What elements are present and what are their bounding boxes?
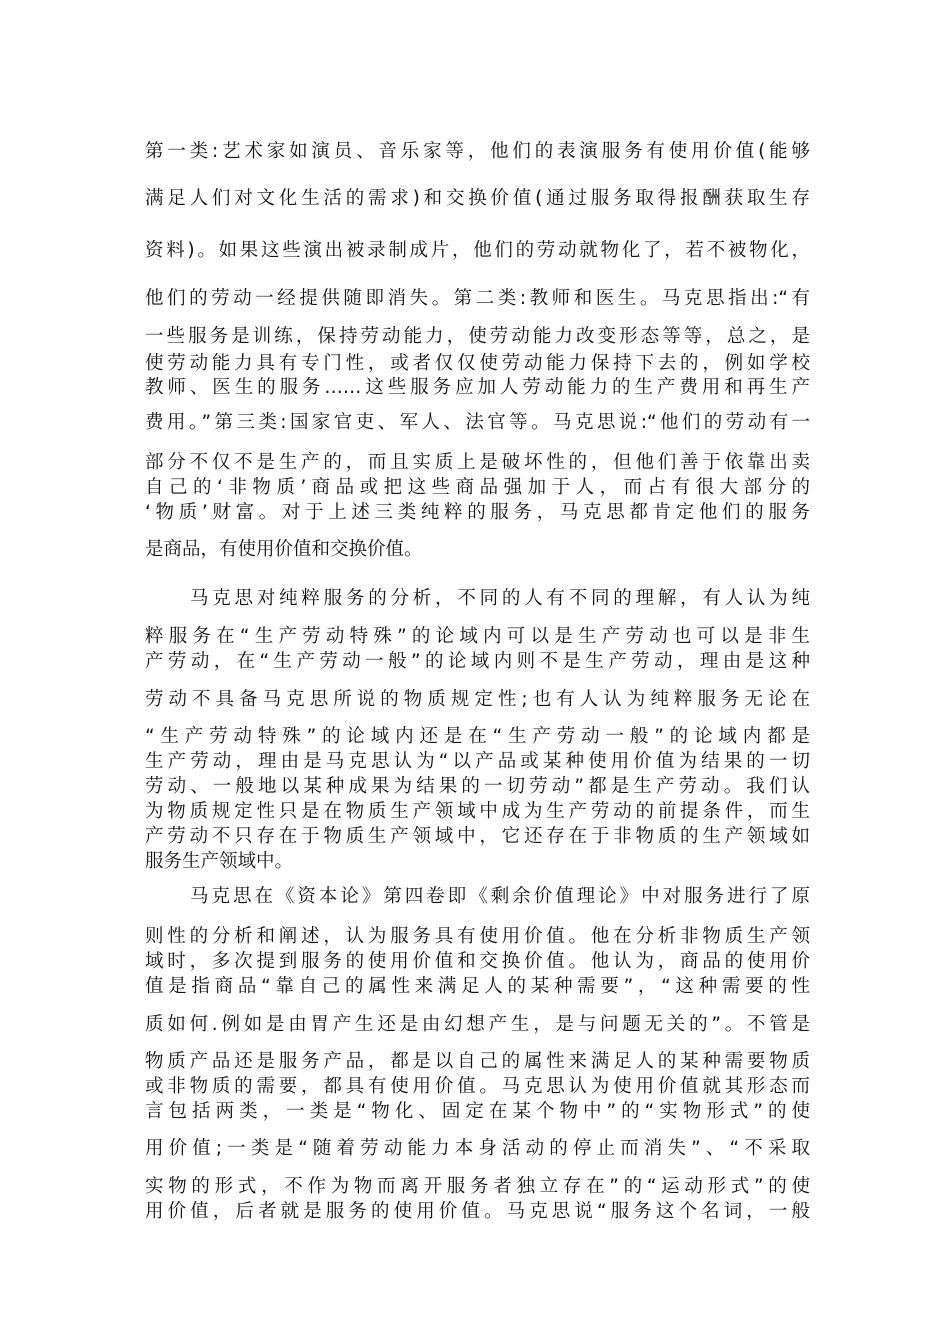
text-line: 为物质规定性只是在物质生产领域中成为生产劳动的前提条件，而生 xyxy=(145,801,810,822)
text-line: 服务生产领域中。 xyxy=(145,851,294,872)
text-line: 第一类:艺术家如演员、音乐家等，他们的表演服务有使用价值(能够 xyxy=(145,141,810,162)
text-line: 则性的分析和阐述，认为服务具有使用价值。他在分析非物质生产领 xyxy=(145,926,810,947)
text-line: 或非物质的需要，都具有使用价值。马克思认为使用价值就其形态而 xyxy=(145,1076,810,1097)
text-line: 劳动不具备马克思所说的物质规定性;也有人认为纯粹服务无论在 xyxy=(145,689,810,710)
text-line: 使劳动能力具有专门性，或者仅仅使劳动能力保持下去的，例如学校 xyxy=(145,353,810,374)
text-line: 教师、医生的服务……这些服务应加人劳动能力的生产费用和再生产 xyxy=(145,377,810,398)
text-line: 言包括两类，一类是“物化、固定在某个物中”的“实物形式”的使 xyxy=(145,1101,810,1122)
text-line: 满足人们对文化生活的需求)和交换价值(通过服务取得报酬获取生存 xyxy=(145,188,810,209)
text-line: “生产劳动特殊”的论域内还是在“生产劳动一般”的论域内都是 xyxy=(145,726,810,747)
text-line: 劳动、一般地以某种成果为结果的一切劳动”都是生产劳动。我们认 xyxy=(145,776,810,797)
text-line: 产劳动不只存在于物质生产领域中，它还存在于非物质的生产领域如 xyxy=(145,826,810,847)
text-line: 一些服务是训练，保持劳动能力，使劳动能力改变形态等等，总之，是 xyxy=(145,326,810,347)
paragraph-first-line: 马克思在《资本论》第四卷即《剩余价值理论》中对服务进行了原 xyxy=(190,886,810,907)
text-line: 质如何.例如是由胃产生还是由幻想产生，是与问题无关的”。不管是 xyxy=(145,1014,810,1035)
text-line: 部分不仅不是生产的，而且实质上是破坏性的，但他们善于依靠出卖 xyxy=(145,452,810,473)
text-line: 用价值;一类是“随着劳动能力本身活动的停止而消失”、“不采取 xyxy=(145,1138,810,1159)
paragraph-first-line: 马克思对纯粹服务的分析，不同的人有不同的理解，有人认为纯 xyxy=(190,588,810,609)
text-line: 产劳动，在“生产劳动一般”的论域内则不是生产劳动，理由是这种 xyxy=(145,651,810,672)
text-line: 值是指商品“靠自己的属性来满足人的某种需要”，“这种需要的性 xyxy=(145,976,810,997)
text-line: 生产劳动，理由是马克思认为“以产品或某种使用价值为结果的一切 xyxy=(145,751,810,772)
text-line: 实物的形式，不作为物而离开服务者独立存在”的“运动形式”的使 xyxy=(145,1176,810,1197)
text-line: 费用。”第三类:国家官吏、军人、法官等。马克思说:“他们的劳动有一 xyxy=(145,412,810,433)
text-line: 是商品，有使用价值和交换价值。 xyxy=(145,539,423,560)
text-line: 域时，多次提到服务的使用价值和交换价值。他认为，商品的使用价 xyxy=(145,951,810,972)
text-line: ‘物质’财富。对于上述三类纯粹的服务，马克思都肯定他们的服务 xyxy=(145,502,810,523)
text-line: 他们的劳动一经提供随即消失。第二类:教师和医生。马克思指出:“有 xyxy=(145,288,810,309)
text-line: 用价值，后者就是服务的使用价值。马克思说“服务这个名词，一般 xyxy=(145,1201,810,1222)
text-line: 物质产品还是服务产品，都是以自己的属性来满足人的某种需要物质 xyxy=(145,1051,810,1072)
text-line: 自己的‘非物质’商品或把这些商品强加于人，而占有很大部分的 xyxy=(145,477,810,498)
text-line: 资料)。如果这些演出被录制成片，他们的劳动就物化了，若不被物化， xyxy=(145,240,810,261)
text-line: 粹服务在“生产劳动特殊”的论域内可以是生产劳动也可以是非生 xyxy=(145,626,810,647)
